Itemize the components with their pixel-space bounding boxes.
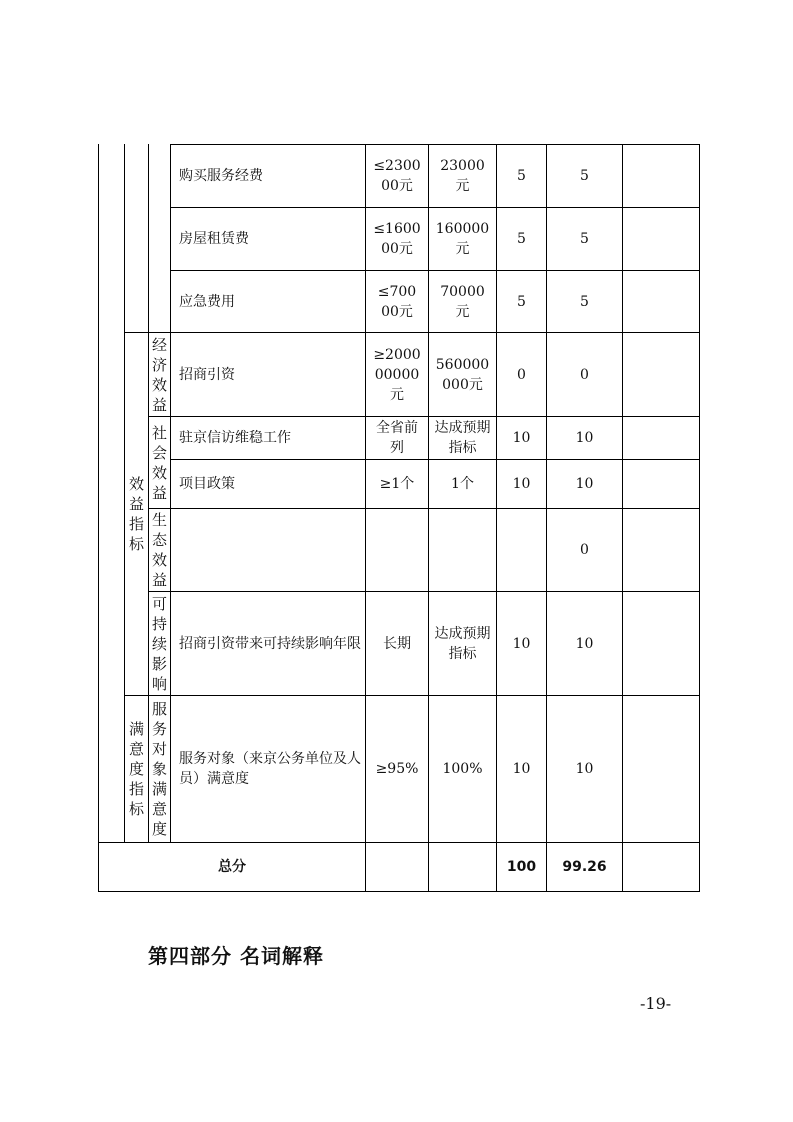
weight-value: 5: [517, 168, 526, 184]
index-value: [366, 509, 428, 591]
level2-economic-label: 经济效益: [151, 335, 167, 414]
section-heading: 第四部分 名词解释: [148, 944, 324, 968]
weight-value: 5: [517, 293, 526, 310]
actual-value: 160000元: [435, 221, 490, 257]
weight-value: 0: [517, 366, 526, 383]
indicator-name: 服务对象（来京公务单位及人员）满意度: [179, 751, 361, 787]
indicator-name: 房屋租赁费: [179, 231, 249, 247]
level2-sustainable-label: 可持续影响: [151, 594, 167, 693]
level1-benefit-label: 效益指标: [128, 475, 144, 553]
index-value: ≥95%: [375, 761, 419, 777]
level2-service-label: 服务对象满意度: [151, 700, 167, 838]
score-value: 10: [575, 430, 594, 446]
score-value: 10: [575, 761, 594, 777]
score-value: 5: [580, 293, 589, 310]
score-value: 5: [580, 168, 589, 184]
index-value: 长期: [383, 635, 411, 652]
weight-value: [497, 509, 546, 591]
score-value: 0: [580, 366, 589, 383]
actual-value: [429, 509, 496, 591]
actual-value: 70000元: [440, 283, 485, 320]
indicator-name: 驻京信访维稳工作: [179, 430, 291, 446]
indicator-name: 购买服务经费: [179, 168, 263, 184]
score-value: 5: [580, 231, 589, 247]
score-value: 0: [580, 542, 589, 558]
indicator-name: 项目政策: [179, 476, 235, 492]
actual-value: 达成预期指标: [434, 420, 491, 456]
level2-ecological-label: 生态效益: [151, 511, 167, 589]
total-score: 99.26: [562, 859, 607, 875]
score-value: 10: [575, 635, 594, 652]
index-value: ≥1个: [379, 476, 415, 492]
indicator-name: [171, 509, 365, 591]
weight-value: 5: [517, 231, 526, 247]
actual-value: 达成预期指标: [434, 625, 491, 662]
actual-value: 23000元: [440, 158, 485, 194]
index-value: 全省前列: [376, 420, 418, 456]
level1-satisfaction-label: 满意度指标: [128, 720, 144, 818]
total-weight: 100: [506, 859, 537, 875]
weight-value: 10: [512, 761, 531, 777]
score-value: 10: [575, 476, 594, 492]
actual-value: 1个: [451, 476, 474, 492]
actual-value: 560000000元: [435, 356, 490, 393]
actual-value: 100%: [442, 761, 483, 777]
total-label: 总分: [218, 859, 246, 875]
weight-value: 10: [512, 476, 531, 492]
indicator-name: 招商引资带来可持续影响年限: [179, 635, 361, 652]
indicator-name: 应急费用: [179, 293, 235, 310]
index-value: ≤70000元: [377, 283, 417, 320]
weight-value: 10: [512, 635, 531, 652]
page-number: -19-: [640, 994, 672, 1013]
index-value: ≥200000000元: [373, 346, 421, 403]
index-value: ≤230000元: [373, 158, 421, 194]
level2-social-label: 社会效益: [151, 423, 167, 502]
indicator-name: 招商引资: [179, 366, 235, 383]
index-value: ≤160000元: [373, 221, 421, 257]
weight-value: 10: [512, 430, 531, 446]
